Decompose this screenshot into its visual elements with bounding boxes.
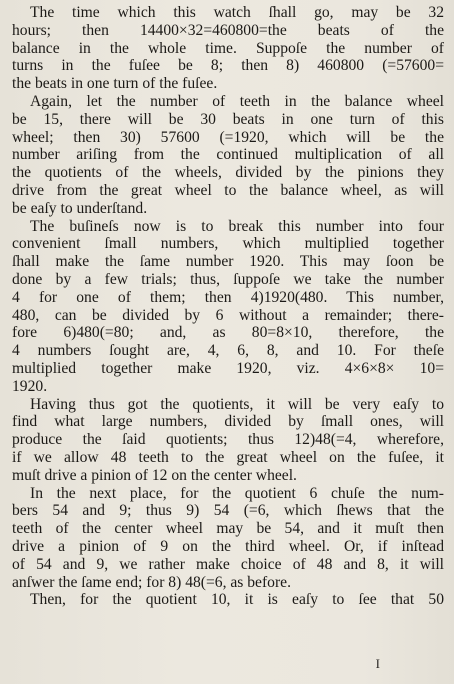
text-line: drive from the great wheel to the balance wheel, as will	[12, 181, 444, 199]
text-line: balance in the whole time. Suppoſe the number of	[12, 39, 444, 57]
text-line: the quotients of the wheels, divided by the pinions they	[12, 164, 444, 182]
text-line: Having thus got the quotients, it will be very eaſy to	[30, 395, 444, 413]
text-line: teeth of the center wheel may be 54, and it muſt then	[12, 520, 444, 538]
text-line: Then, for the quotient 10, it is eaſy to ſee that 50	[30, 591, 444, 609]
text-line: 1920.	[12, 377, 48, 395]
text-line: of 54 and 9, we rather make choice of 48 and 8, it will	[12, 555, 444, 573]
text-line: The buſineſs now is to break this number into four	[30, 217, 444, 235]
text-line: done by a few trials; thus, ſuppoſe we take the number	[12, 270, 444, 288]
text-line: wheel; then 30) 57600 (=1920, which will be the	[12, 128, 444, 146]
paragraph-5	[12, 485, 444, 592]
text-line: Again, let the number of teeth in the balance wheel	[30, 92, 444, 110]
text-line: find what large numbers, divided by ſmall ones, will	[12, 413, 444, 431]
text-line: 4 for one of them; then 4)1920(480. This number,	[12, 288, 444, 306]
text-line: number ariſing from the continued multiplication of all	[12, 146, 444, 164]
text-line: if we allow 48 teeth to the great wheel on the fuſee, it	[12, 448, 444, 466]
text-line: be eaſy to underſtand.	[12, 199, 148, 217]
text-line: The time which this watch ſhall go, may be 32	[30, 4, 444, 21]
text-line: drive a pinion of 9 on the third wheel. Or, if inſtead	[12, 537, 444, 555]
text-line: 480, can be divided by 6 without a remainder; there-	[12, 306, 444, 324]
paragraph-4	[12, 396, 444, 485]
text-line: multiplied together make 1920, viz. 4×6×8× 10=	[12, 359, 444, 377]
text-line: fore 6)480(=80; and, as 80=8×10, therefore, the	[12, 324, 444, 342]
text-line: convenient ſmall numbers, which multiplied together	[12, 235, 444, 253]
text-line: bers 54 and 9; thus 9) 54 (=6, which ſhews that the	[12, 502, 444, 520]
text-line: In the next place, for the quotient 6 chuſe the num-	[30, 484, 444, 502]
text-line: be 15, there will be 30 beats in one turn of this	[12, 110, 444, 128]
text-line: turns in the fuſee be 8; then 8) 460800 (=57600=	[12, 57, 444, 75]
text-line: anſwer the ſame end; for 8) 48(=6, as before.	[12, 573, 291, 591]
text-line: muſt drive a pinion of 12 on the center wheel.	[12, 466, 297, 484]
paragraph-3	[12, 218, 444, 396]
text-line: hours; then 14400×32=460800=the beats of the	[12, 21, 444, 39]
text-line: produce the ſaid quotients; thus 12)48(=4, wherefore,	[12, 431, 444, 449]
text-line: ſhall make the ſame number 1920. This may ſoon be	[12, 253, 444, 271]
paragraph-6	[12, 591, 444, 609]
text-line: 4 numbers ſought are, 4, 6, 8, and 10. For theſe	[12, 342, 444, 360]
text-line: the beats in one turn of the fuſee.	[12, 75, 218, 93]
paragraph-1	[12, 4, 444, 93]
paragraph-2	[12, 93, 444, 218]
signature-mark: I	[375, 656, 380, 671]
